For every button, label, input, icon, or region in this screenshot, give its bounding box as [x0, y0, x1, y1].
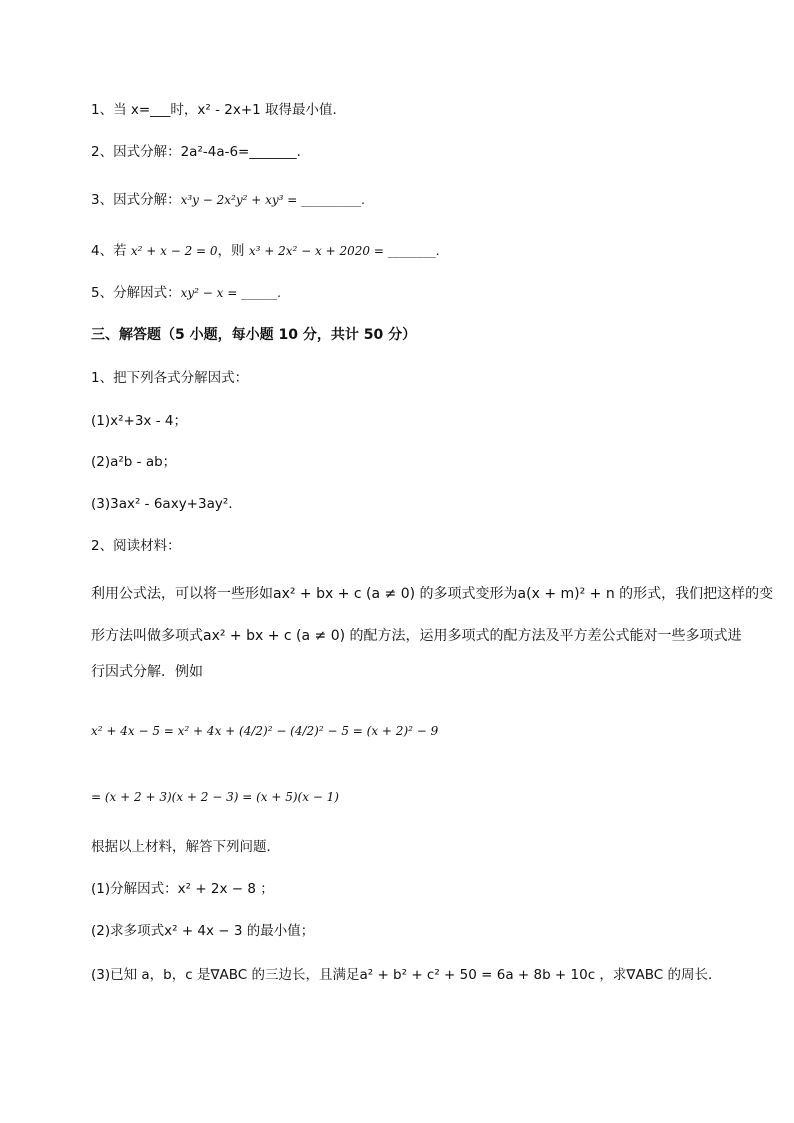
question-text: 2、因式分解：2a²-4a-6=_______． — [91, 144, 311, 160]
q2-instruction: 根据以上材料，解答下列问题． — [91, 839, 280, 855]
q2-sub-question-1: (1)分解因式：x² + 2x − 8 ； — [91, 881, 274, 897]
math-expression: x³y − 2x²y² + xy³ = __________. — [180, 193, 365, 207]
fill-in-question-1 — [91, 101, 346, 119]
q1-item-1: (1)x²+3x - 4； — [91, 413, 187, 429]
math-expression: x² + x − 2 = 0 — [130, 244, 218, 258]
question-prefix: 3、因式分解： — [91, 192, 181, 208]
example-equation-2 — [91, 788, 339, 806]
q2-sub-question-2: (2)求多项式x² + 4x − 3 的最小值； — [91, 923, 315, 939]
math-expression: xy² − x = ______. — [180, 286, 281, 300]
q2-paragraph-line-2: 形方法叫做多项式ax² + bx + c (a ≠ 0) 的配方法，运用多项式的配方法及平方差公式能对一些多项式进 — [91, 628, 742, 644]
question-prefix: 4、若 — [91, 243, 131, 259]
q1-title: 1、把下列各式分解因式： — [91, 370, 249, 386]
fill-in-question-3 — [91, 191, 365, 209]
question-text: 1、当 x=___时，x² - 2x+1 取得最小值． — [91, 102, 347, 118]
q2-title: 2、阅读材料： — [91, 538, 181, 554]
question-middle: ，则 — [217, 243, 249, 259]
q2-paragraph-line-1: 利用公式法，可以将一些形如ax² + bx + c (a ≠ 0) 的多项式变形为a(x + m)² + n 的形式，我们把这样的变 — [91, 586, 774, 602]
q1-item-2: (2)a²b - ab； — [91, 454, 177, 470]
math-expression-2: x³ + 2x² − x + 2020 = ________. — [248, 244, 440, 258]
math-expression: x² + 4x − 5 = x² + 4x + (4/2)² − (4/2)² − 5 = (x + 2)² − 9 — [91, 724, 439, 738]
q1-item-3: (3)3ax² - 6axy+3ay². — [91, 496, 233, 512]
section-heading: 三、解答题（5 小题，每小题 10 分，共计 50 分） — [91, 327, 417, 343]
q2-paragraph-line-3: 行因式分解．例如 — [91, 664, 203, 680]
fill-in-question-2 — [91, 143, 310, 161]
fill-in-question-4 — [91, 242, 440, 260]
q2-sub-question-3: (3)已知 a，b，c 是∇ABC 的三边长，且满足a² + b² + c² + 50 = 6a + 8b + 10c ，求∇ABC 的周长． — [91, 967, 722, 983]
example-equation-1 — [91, 722, 438, 740]
fill-in-question-5 — [91, 284, 281, 302]
math-expression: = (x + 2 + 3)(x + 2 − 3) = (x + 5)(x − 1) — [91, 790, 339, 804]
question-prefix: 5、分解因式： — [91, 285, 181, 301]
